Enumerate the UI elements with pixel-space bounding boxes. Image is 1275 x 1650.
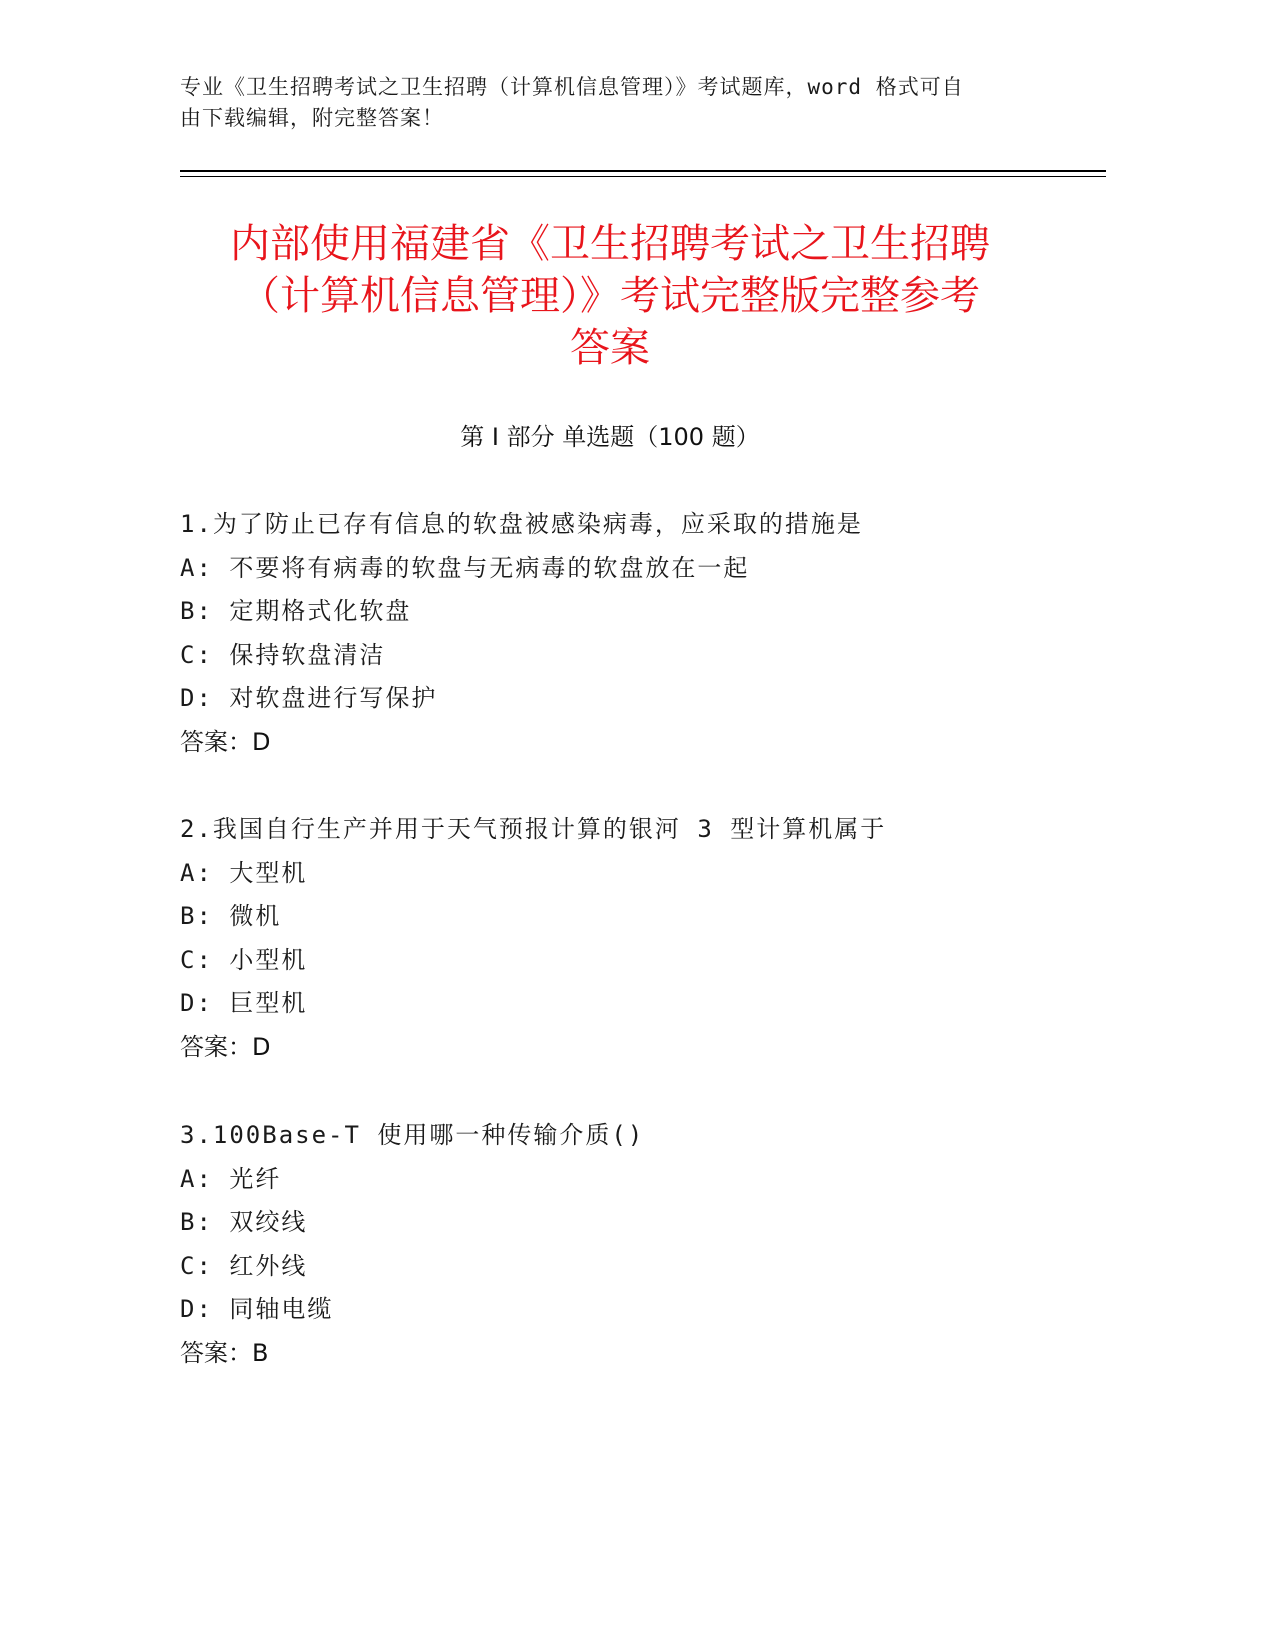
question-2 [180,808,1080,1069]
option-d: D: 同轴电缆 [180,1295,334,1323]
option-d: D: 巨型机 [180,989,308,1017]
header-divider-thick [180,170,1106,172]
option-a: A: 光纤 [180,1164,282,1193]
header-note [180,72,1040,134]
question-stem: 2.我国自行生产并用于天气预报计算的银河 3 型计算机属于 [180,815,887,843]
answer: 答案：D [180,727,271,756]
option-d: D: 对软盘进行写保护 [180,684,438,712]
question-stem: 3.100Base-T 使用哪一种传输介质() [180,1121,645,1149]
option-a: A: 大型机 [180,858,308,887]
option-b: B: 定期格式化软盘 [180,597,412,625]
title-line-3: 答案 [570,325,650,371]
question-3 [180,1114,1080,1375]
option-c: C: 红外线 [180,1251,308,1280]
option-b: B: 微机 [180,902,282,930]
option-b: B: 双绞线 [180,1208,308,1236]
header-note-line-1: 专业《卫生招聘考试之卫生招聘（计算机信息管理）》考试题库，word 格式可自 [180,75,964,99]
question-1 [180,503,1080,764]
question-stem: 1.为了防止已存有信息的软盘被感染病毒，应采取的措施是 [180,510,863,538]
answer: 答案：B [180,1338,269,1367]
option-a: A: 不要将有病毒的软盘与无病毒的软盘放在一起 [180,553,750,582]
section-heading: 第 I 部分 单选题（100 题） [460,423,760,451]
document-title [180,218,1040,374]
title-line-1: 内部使用福建省《卫生招聘考试之卫生招聘 [230,221,990,267]
header-note-line-2: 由下载编辑，附完整答案！ [180,106,444,130]
option-c: C: 小型机 [180,945,308,974]
answer: 答案：D [180,1032,271,1061]
title-line-2: （计算机信息管理）》考试完整版完整参考 [240,273,980,319]
header-divider-thin [180,176,1106,177]
option-c: C: 保持软盘清洁 [180,640,386,669]
